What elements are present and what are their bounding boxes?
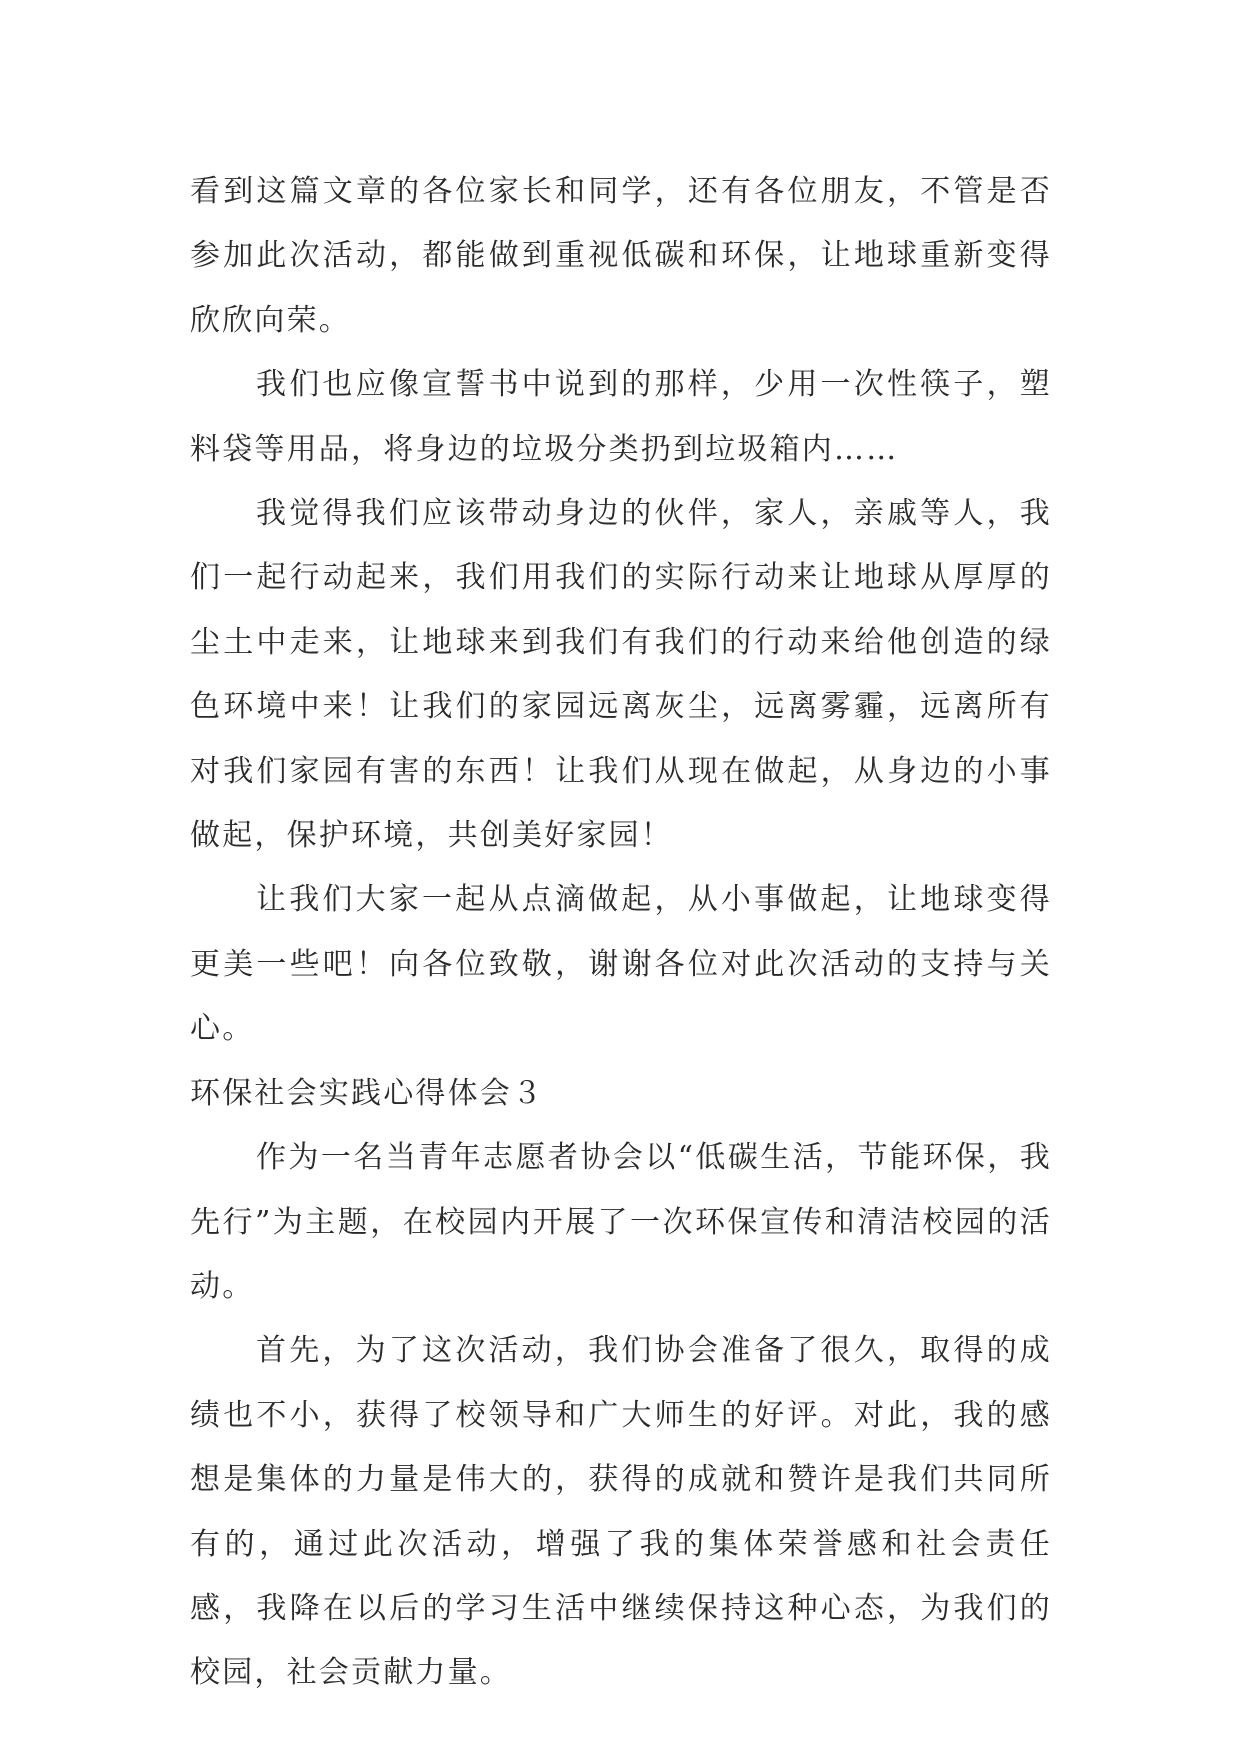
paragraph-pledge: 我们也应像宣誓书中说到的那样，少用一次性筷子，塑料袋等用品，将身边的垃圾分类扔到垃圾箱内…… [190,367,1052,467]
document-body [190,160,1052,1706]
paragraph-reflection: 首先，为了这次活动，我们协会准备了很久，取得的成绩也不小，获得了校领导和广大师生的好评。对此，我的感想是集体的力量是伟大的，获得的成就和赞许是我们共同所有的，通过此次活动，增强了我的集体荣誉感和社会责任感，我降在以后的学习生活中继续保持这种心态，为我们的校园，社会贡献力量。 [190,1333,1052,1691]
paragraph-continuation: 看到这篇文章的各位家长和同学，还有各位朋友，不管是否参加此次活动，都能做到重视低碳和环保，让地球重新变得欣欣向荣。 [190,174,1052,338]
section-heading: 环保社会实践心得体会３ [190,1075,545,1111]
paragraph-call-to-action: 我觉得我们应该带动身边的伙伴，家人，亲戚等人，我们一起行动起来，我们用我们的实际行动来让地球从厚厚的尘土中走来，让地球来到我们有我们的行动来给他创造的绿色环境中来！让我们的家园远离灰尘，远离雾霾，远离所有对我们家园有害的东西！让我们从现在做起，从身边的小事做起，保护环境，共创美好家园！ [190,496,1052,854]
paragraph-closing: 让我们大家一起从点滴做起，从小事做起，让地球变得更美一些吧！向各位致敬，谢谢各位对此次活动的支持与关心。 [190,882,1052,1047]
paragraph-intro: 作为一名当青年志愿者协会以“低碳生活，节能环保，我先行”为主题，在校园内开展了一次环保宣传和清洁校园的活动。 [190,1140,1052,1304]
